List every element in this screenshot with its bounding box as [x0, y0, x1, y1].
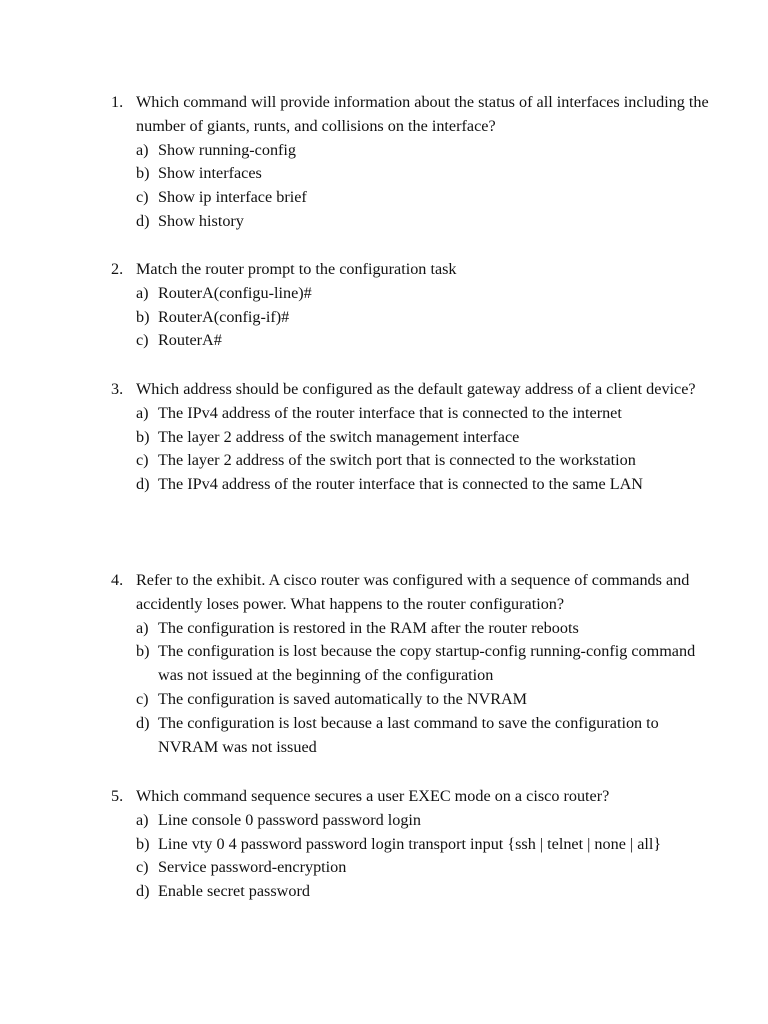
- option-letter: c): [136, 188, 149, 207]
- answer-option-c: [136, 856, 711, 880]
- answer-option-c: [136, 449, 711, 473]
- option-text: The configuration is lost because the copy startup-config running-config command was not issued at the beginning of the configuration: [158, 642, 696, 685]
- answer-option-a: [136, 139, 711, 163]
- option-letter: b): [136, 642, 150, 661]
- answer-option-b: [136, 162, 711, 186]
- answer-option-c: [136, 329, 711, 353]
- option-letter: d): [136, 475, 150, 494]
- question-text: Which command sequence secures a user EXEC mode on a cisco router?: [136, 787, 610, 805]
- answer-option-b: [136, 306, 711, 330]
- question-number: 3.: [111, 380, 124, 398]
- option-letter: b): [136, 427, 150, 446]
- option-text: Show interfaces: [158, 164, 262, 183]
- question-4: [111, 569, 711, 759]
- answer-option-d: [136, 712, 711, 760]
- answer-option-b: [136, 426, 711, 450]
- option-text: RouterA(configu-line)#: [158, 283, 312, 302]
- option-text: Enable secret password: [158, 882, 310, 901]
- option-text: Line console 0 password password login: [158, 810, 422, 829]
- option-letter: b): [136, 164, 150, 183]
- answer-option-c: [136, 186, 711, 210]
- option-text: RouterA(config-if)#: [158, 307, 290, 326]
- option-letter: a): [136, 140, 149, 159]
- option-text: Service password-encryption: [158, 858, 347, 877]
- answer-option-d: [136, 473, 711, 497]
- answer-option-d: [136, 210, 711, 234]
- question-text: Refer to the exhibit. A cisco router was configured with a sequence of commands and accidently loses power. What happens to the router configuration?: [136, 571, 690, 613]
- option-text: Show history: [158, 211, 244, 230]
- question-5: [111, 785, 711, 904]
- question-number: 4.: [111, 571, 124, 589]
- option-letter: a): [136, 810, 149, 829]
- answer-option-d: [136, 880, 711, 904]
- option-text: The IPv4 address of the router interface that is connected to the internet: [158, 403, 622, 422]
- option-text: The configuration is restored in the RAM after the router reboots: [158, 618, 579, 637]
- option-text: The layer 2 address of the switch management interface: [158, 427, 520, 446]
- option-letter: d): [136, 882, 150, 901]
- option-letter: c): [136, 451, 149, 470]
- question-text: Which command will provide information about the status of all interfaces including the number of giants, runts, and collisions on the interface?: [136, 93, 709, 135]
- option-text: The configuration is saved automatically to the NVRAM: [158, 689, 528, 708]
- answer-options: [111, 282, 711, 353]
- answer-options: [111, 402, 711, 497]
- question-3: [111, 378, 711, 497]
- option-letter: a): [136, 618, 149, 637]
- option-text: Line vty 0 4 password password login transport input {ssh | telnet | none | all}: [158, 834, 662, 853]
- answer-option-a: [136, 282, 711, 306]
- question-text: Which address should be configured as the default gateway address of a client device?: [136, 380, 696, 398]
- option-text: Show ip interface brief: [158, 188, 307, 207]
- option-text: Show running-config: [158, 140, 297, 159]
- option-letter: c): [136, 858, 149, 877]
- question-1: [111, 91, 711, 234]
- option-text: The layer 2 address of the switch port that is connected to the workstation: [158, 451, 636, 470]
- answer-option-a: [136, 402, 711, 426]
- answer-options: [111, 139, 711, 234]
- option-letter: b): [136, 834, 150, 853]
- option-text: The configuration is lost because a last command to save the configuration to NVRAM was not issued: [158, 713, 659, 756]
- question-text: Match the router prompt to the configuration task: [136, 260, 457, 278]
- option-text: The IPv4 address of the router interface that is connected to the same LAN: [158, 475, 644, 494]
- answer-option-c: [136, 688, 711, 712]
- option-letter: c): [136, 689, 149, 708]
- answer-option-a: [136, 809, 711, 833]
- option-letter: a): [136, 283, 149, 302]
- question-2: [111, 258, 711, 353]
- question-number: 1.: [111, 93, 124, 111]
- answer-option-b: [136, 640, 711, 688]
- option-letter: b): [136, 307, 150, 326]
- option-letter: d): [136, 211, 150, 230]
- answer-options: [111, 617, 711, 760]
- question-number: 2.: [111, 260, 124, 278]
- question-number: 5.: [111, 787, 124, 805]
- option-letter: c): [136, 331, 149, 350]
- option-letter: a): [136, 403, 149, 422]
- answer-option-b: [136, 833, 711, 857]
- option-letter: d): [136, 713, 150, 732]
- answer-option-a: [136, 617, 711, 641]
- answer-options: [111, 809, 711, 904]
- option-text: RouterA#: [158, 331, 222, 350]
